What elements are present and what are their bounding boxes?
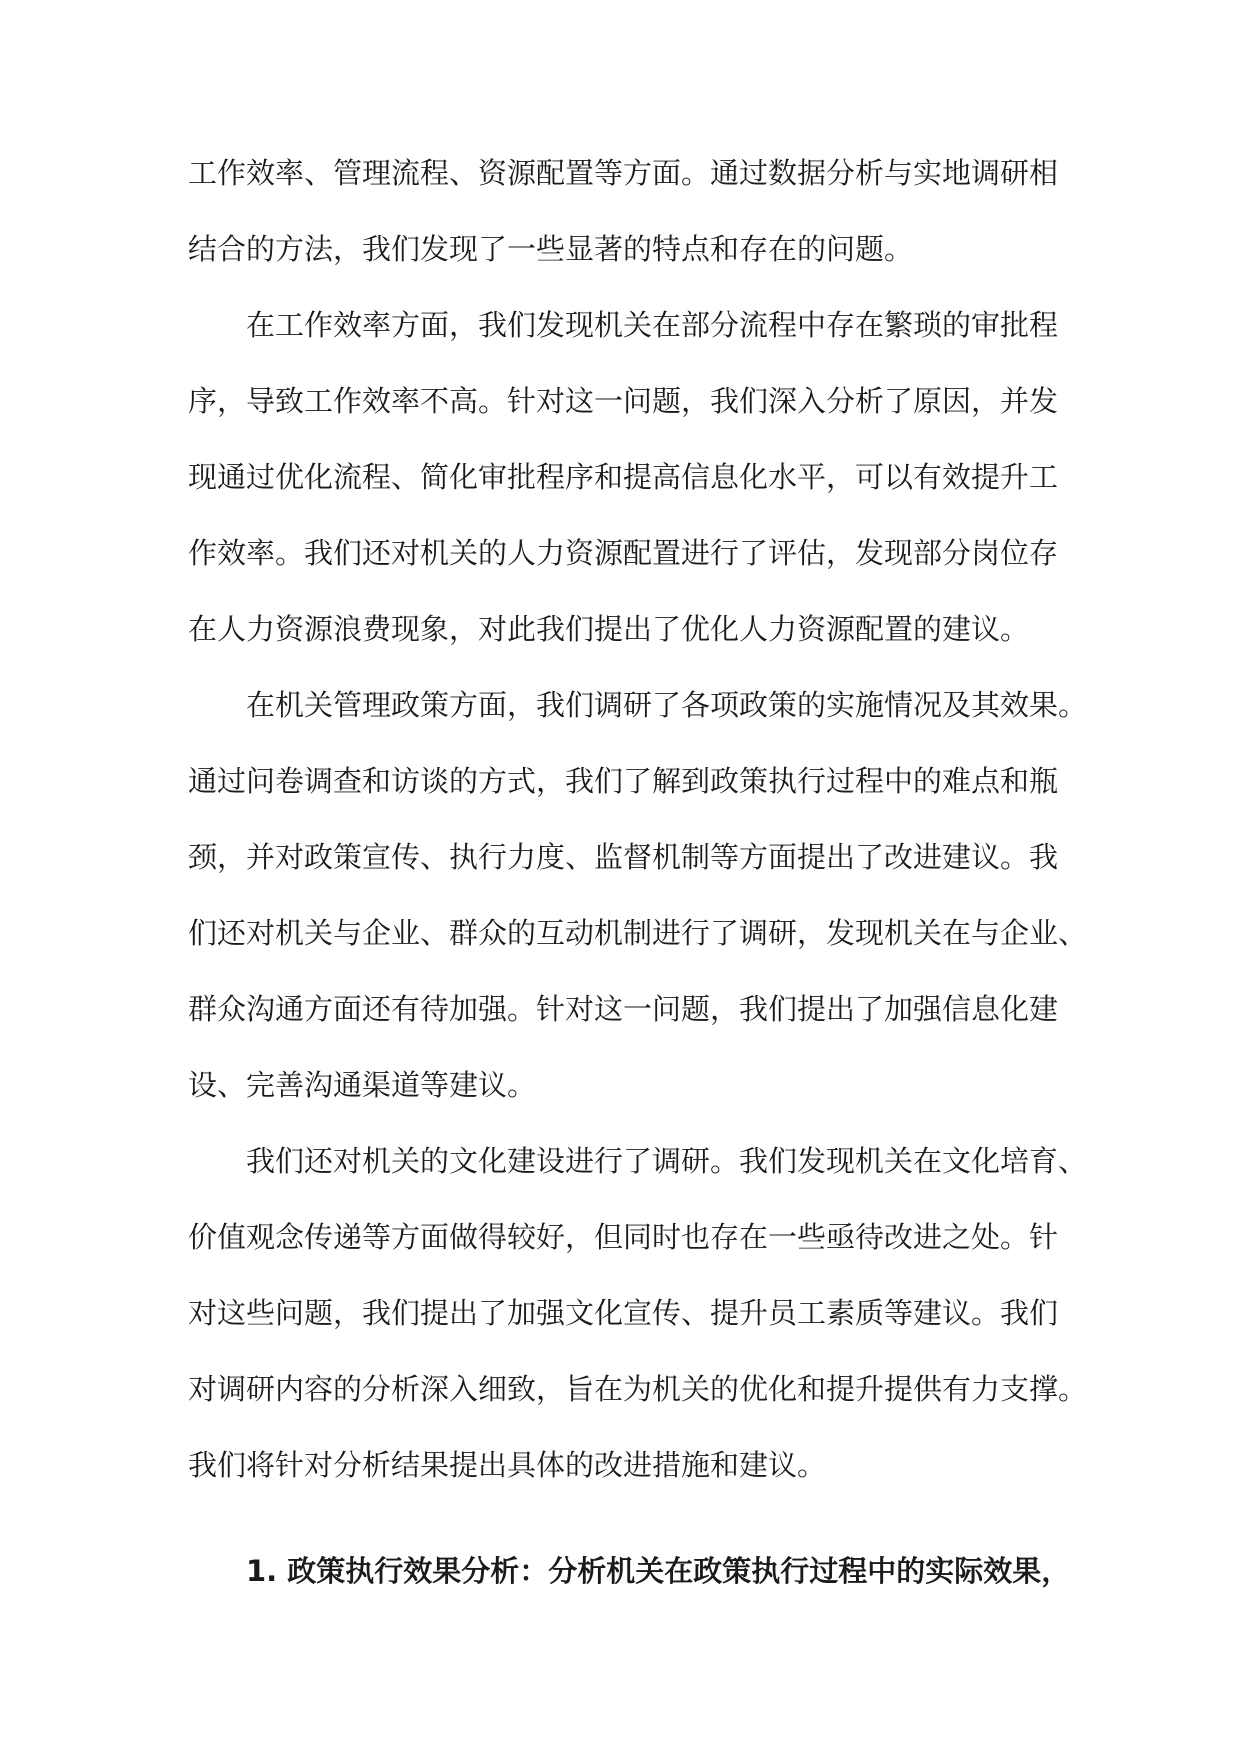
text-line: 工作效率、管理流程、资源配置等方面。通过数据分析与实地调研相 [188,156,1059,190]
text-line: 群众沟通方面还有待加强。针对这一问题，我们提出了加强信息化建 [188,992,1059,1026]
body-text [188,143,1088,1617]
text-line: 在机关管理政策方面，我们调研了各项政策的实施情况及其效果。 [246,688,1088,722]
text-line: 对调研内容的分析深入细致，旨在为机关的优化和提升提供有力支撑。 [188,1372,1088,1406]
text-line: 们还对机关与企业、群众的互动机制进行了调研，发现机关在与企业、 [188,916,1088,950]
section-gap [188,1511,1058,1541]
text-line: 序，导致工作效率不高。针对这一问题，我们深入分析了原因，并发 [188,384,1059,418]
text-line: 现通过优化流程、简化审批程序和提高信息化水平，可以有效提升工 [188,460,1059,494]
text-line: 在工作效率方面，我们发现机关在部分流程中存在繁琐的审批程 [246,308,1059,342]
text-line: 我们还对机关的文化建设进行了调研。我们发现机关在文化培育、 [246,1144,1088,1178]
text-line: 颈，并对政策宣传、执行力度、监督机制等方面提出了改进建议。我 [188,840,1059,874]
text-line: 结合的方法，我们发现了一些显著的特点和存在的问题。 [188,232,914,266]
section-heading: 1. 政策执行效果分析：分析机关在政策执行过程中的实际效果， [246,1554,1071,1588]
text-line: 在人力资源浪费现象，对此我们提出了优化人力资源配置的建议。 [188,612,1030,646]
text-line: 作效率。我们还对机关的人力资源配置进行了评估，发现部分岗位存 [188,536,1059,570]
text-line: 价值观念传递等方面做得较好，但同时也存在一些亟待改进之处。针 [188,1220,1059,1254]
text-line: 设、完善沟通渠道等建议。 [188,1068,537,1102]
text-line: 我们将针对分析结果提出具体的改进措施和建议。 [188,1448,827,1482]
text-line: 通过问卷调查和访谈的方式，我们了解到政策执行过程中的难点和瓶 [188,764,1059,798]
text-line: 对这些问题，我们提出了加强文化宣传、提升员工素质等建议。我们 [188,1296,1059,1330]
